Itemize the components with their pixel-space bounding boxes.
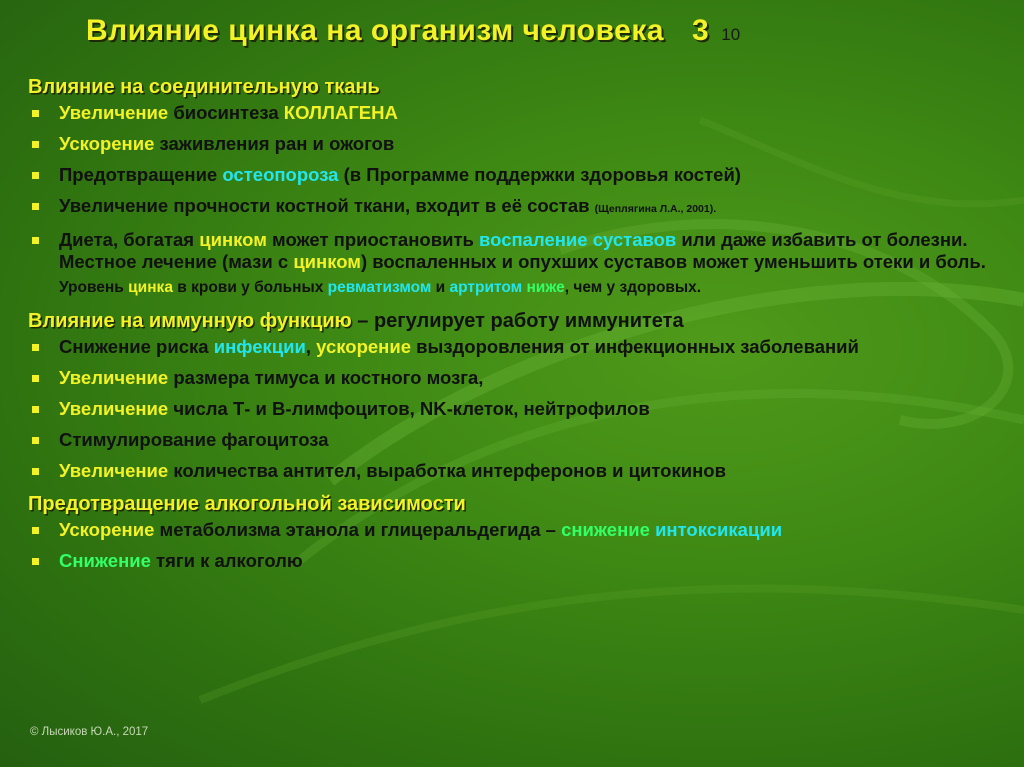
highlight-word: интоксикации [655,519,783,540]
text-span: (в Программе поддержки здоровья костей) [338,164,741,185]
square-bullet-icon [32,558,39,565]
highlight-word: инфекции [213,336,306,357]
highlight-word: КОЛЛАГЕНА [283,102,398,123]
citation: (Щеплягина Л.А., 2001). [594,203,717,215]
section-list-connective-tissue [28,102,998,299]
square-bullet-icon [32,141,39,148]
text-span: числа Т- и В-лимфоцитов, NK-клеток, нейтрофилов [168,398,650,419]
square-bullet-icon [32,437,39,444]
highlight-word: цинком [199,229,267,250]
text-span: , чем у здоровых. [564,279,702,296]
text-span: Снижение риска [59,336,214,357]
text-span: может приостановить [266,229,480,250]
list-item [28,229,998,299]
highlight-word: Увеличение [59,102,169,123]
list-item [28,550,998,572]
copyright-footer: © Лысиков Ю.А., 2017 [30,726,149,738]
heading-text: Влияние на иммунную функцию [28,310,352,332]
highlight-word: Увеличение [59,460,169,481]
heading-tail: – регулирует работу иммунитета [351,310,684,332]
highlight-word: остеопороза [222,164,339,185]
square-bullet-icon [32,203,39,210]
list-item [28,102,998,124]
list-item [28,336,998,358]
list-item [28,519,998,541]
highlight-word: артритом [449,279,523,296]
text-span: количества антител, выработка интерферонов и цитокинов [168,460,726,481]
list-item [28,460,998,482]
text-span: , [305,336,317,357]
square-bullet-icon [32,375,39,382]
text-span: ) воспаленных и опухших суставов может уменьшить отеки и боль. [361,251,986,272]
highlight-word: снижение [561,519,650,540]
text-span: размера тимуса и костного мозга, [168,367,484,388]
highlight-word: Снижение [59,550,151,571]
list-item [28,398,998,420]
text-span: в крови у больных [172,279,328,296]
title-number: 3 [692,14,710,47]
square-bullet-icon [32,468,39,475]
highlight-word: цинком [293,251,361,272]
text-span: Уровень [59,279,129,296]
section-heading-immune-function [28,308,998,334]
text-span: или даже избавить от болезни. Местное лечение (мази с [59,229,968,272]
highlight-word: цинка [128,279,173,296]
list-item [28,195,998,220]
section-list-alcohol-dependence [28,519,998,572]
text-span: Диета, богатая [59,229,200,250]
text-span: метаболизма этанола и глицеральдегида – [154,519,562,540]
text-span: тяги к алкоголю [150,550,303,571]
text-span: выздоровления от инфекционных заболеваний [411,336,859,357]
highlight-word: Ускорение [59,519,155,540]
text-span: Стимулирование фагоцитоза [59,429,329,450]
square-bullet-icon [32,172,39,179]
square-bullet-icon [32,406,39,413]
text-span: и [431,279,450,296]
title-text: Влияние цинка на организм человека [86,14,665,47]
highlight-word: ускорение [316,336,412,357]
square-bullet-icon [32,110,39,117]
highlight-word: Увеличение [59,367,169,388]
text-span: заживления ран и ожогов [154,133,395,154]
highlight-word: воспаление суставов [479,229,677,250]
section-list-immune-function [28,336,998,482]
text-span: Предотвращение [59,164,223,185]
highlight-word: ниже [526,279,565,296]
text-span: биосинтеза [168,102,284,123]
list-item [28,367,998,389]
highlight-word: ревматизмом [327,279,432,296]
page-number: 10 [721,25,741,44]
list-item [28,133,998,155]
list-item [28,164,998,186]
square-bullet-icon [32,344,39,351]
text-span: Увеличение прочности костной ткани, входит в её состав [59,195,595,216]
list-item [28,429,998,451]
highlight-word: Ускорение [59,133,155,154]
section-heading-connective-tissue: Влияние на соединительную ткань [28,76,380,98]
slide-title [86,14,740,48]
slide-content [28,74,998,581]
square-bullet-icon [32,527,39,534]
square-bullet-icon [32,237,39,244]
highlight-word: Увеличение [59,398,169,419]
section-heading-alcohol-dependence: Предотвращение алкогольной зависимости [28,493,466,515]
